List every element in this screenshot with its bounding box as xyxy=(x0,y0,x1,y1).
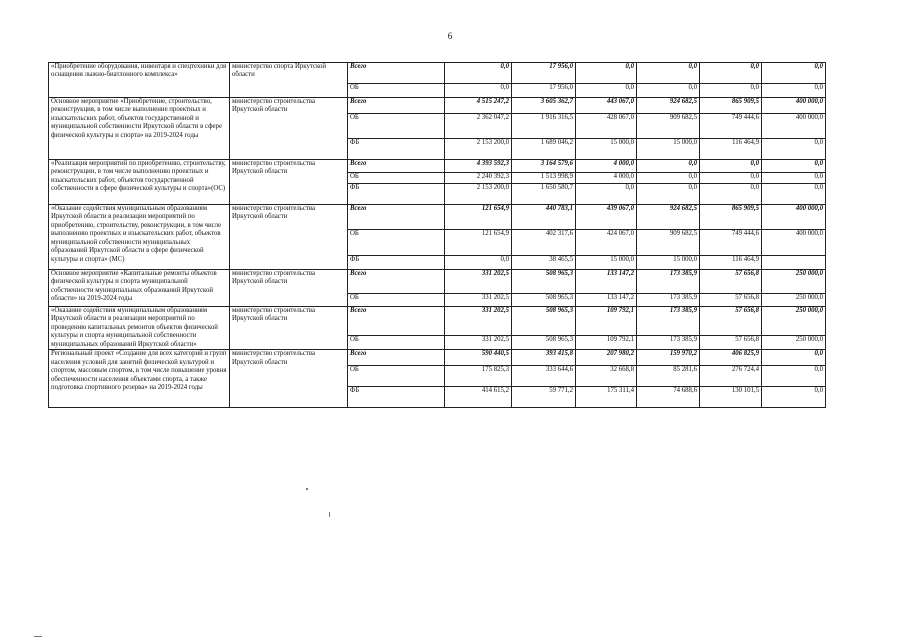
table-row xyxy=(49,63,826,84)
amount-cell: 0,0 xyxy=(637,160,700,173)
funding-source-cell: ФБ xyxy=(348,184,445,205)
amount-cell: 32 668,8 xyxy=(576,366,637,387)
funding-source-cell: Всего xyxy=(348,350,445,366)
event-name-cell: «Оказание содействия муниципальным образованиям Иркутской области в реализации мероприятий по приобретению, строительству, реконструкции, в том числе выполнению проектных и изыскательских работ, объектов муниципальной собственности муниципальных образований Иркутской области в сфере физической культуры и спорта» (МС) xyxy=(49,205,230,270)
amount-cell: 109 792,1 xyxy=(576,307,637,336)
amount-cell: 15 000,0 xyxy=(637,139,700,160)
amount-cell: 0,0 xyxy=(762,63,826,84)
funding-source-cell: Всего xyxy=(348,160,445,173)
amount-cell: 121 654,9 xyxy=(445,230,512,256)
amount-cell: 0,0 xyxy=(762,139,826,160)
funding-source-cell: ФБ xyxy=(348,387,445,408)
amount-cell: 0,0 xyxy=(445,256,512,270)
amount-cell: 414 615,2 xyxy=(445,387,512,408)
amount-cell: 400 000,0 xyxy=(762,98,826,114)
amount-cell: 173 385,9 xyxy=(637,270,700,294)
amount-cell: 4 515 247,2 xyxy=(445,98,512,114)
amount-cell: 2 153 200,0 xyxy=(445,184,512,205)
table-body xyxy=(49,63,826,408)
amount-cell: 0,0 xyxy=(762,84,826,98)
amount-cell: 0,0 xyxy=(445,63,512,84)
executor-cell: министерство строительства Иркутской области xyxy=(230,350,348,408)
page-number: 6 xyxy=(447,31,453,41)
amount-cell: 0,0 xyxy=(637,173,700,184)
amount-cell: 0,0 xyxy=(576,63,637,84)
event-name-cell: Региональный проект «Создание для всех категорий и групп населения условий для занятий физической культурой и спортом, массовым спортом, в том числе повышение уровня обеспеченности населения объектами спорта, а также подготовка спортивного резерва» на 2019-2024 годы xyxy=(49,350,230,408)
amount-cell: 15 000,0 xyxy=(576,139,637,160)
amount-cell: 924 682,5 xyxy=(637,205,700,230)
amount-cell: 2 362 047,2 xyxy=(445,114,512,139)
funding-source-cell: ОБ xyxy=(348,84,445,98)
amount-cell: 331 202,5 xyxy=(445,336,512,350)
funding-source-cell: ОБ xyxy=(348,294,445,307)
budget-table xyxy=(48,62,826,408)
amount-cell: 331 202,5 xyxy=(445,294,512,307)
scan-speck xyxy=(329,512,330,517)
amount-cell: 0,0 xyxy=(762,387,826,408)
event-name-cell: Основное мероприятие «Приобретение, строительство, реконструкция, в том числе выполнение проектных и изыскательских работ, объектов государственной и муниципальной собственности Иркутской области в сфере физической культуры и спорта» на 2019-2024 годы xyxy=(49,98,230,160)
amount-cell: 508 965,3 xyxy=(512,270,576,294)
scan-speck xyxy=(306,488,308,490)
amount-cell: 3 164 579,6 xyxy=(512,160,576,173)
amount-cell: 4 000,0 xyxy=(576,160,637,173)
amount-cell: 17 956,0 xyxy=(512,63,576,84)
funding-source-cell: ОБ xyxy=(348,114,445,139)
amount-cell: 207 980,2 xyxy=(576,350,637,366)
amount-cell: 590 440,5 xyxy=(445,350,512,366)
amount-cell: 109 792,1 xyxy=(576,336,637,350)
executor-cell: министерство спорта Иркутской области xyxy=(230,63,348,98)
event-name-cell: Основное мероприятие «Капитальные ремонты объектов физической культуры и спорта муниципальной собственности муниципальных образований Иркутской области» на 2019-2024 годы xyxy=(49,270,230,307)
amount-cell: 15 000,0 xyxy=(576,256,637,270)
funding-source-cell: ФБ xyxy=(348,139,445,160)
amount-cell: 4 000,0 xyxy=(576,173,637,184)
amount-cell: 924 682,5 xyxy=(637,98,700,114)
amount-cell: 15 000,0 xyxy=(637,256,700,270)
amount-cell: 0,0 xyxy=(762,366,826,387)
amount-cell: 116 464,9 xyxy=(700,139,762,160)
amount-cell: 173 385,9 xyxy=(637,294,700,307)
amount-cell: 1 513 998,9 xyxy=(512,173,576,184)
amount-cell: 173 385,9 xyxy=(637,336,700,350)
table-row xyxy=(49,307,826,336)
amount-cell: 424 067,0 xyxy=(576,230,637,256)
table-row xyxy=(49,350,826,366)
amount-cell: 406 825,9 xyxy=(700,350,762,366)
funding-source-cell: Всего xyxy=(348,98,445,114)
amount-cell: 250 000,0 xyxy=(762,294,826,307)
executor-cell: министерство строительства Иркутской области xyxy=(230,160,348,205)
amount-cell: 0,0 xyxy=(576,84,637,98)
table-row xyxy=(49,160,826,173)
amount-cell: 2 240 392,3 xyxy=(445,173,512,184)
amount-cell: 402 317,6 xyxy=(512,230,576,256)
scan-speck xyxy=(34,636,42,637)
funding-source-cell: ОБ xyxy=(348,173,445,184)
amount-cell: 57 656,8 xyxy=(700,336,762,350)
amount-cell: 1 916 316,5 xyxy=(512,114,576,139)
amount-cell: 0,0 xyxy=(637,84,700,98)
amount-cell: 0,0 xyxy=(762,173,826,184)
amount-cell: 393 415,8 xyxy=(512,350,576,366)
amount-cell: 57 656,8 xyxy=(700,294,762,307)
amount-cell: 428 067,0 xyxy=(576,114,637,139)
funding-source-cell: Всего xyxy=(348,205,445,230)
funding-source-cell: ОБ xyxy=(348,366,445,387)
amount-cell: 508 965,3 xyxy=(512,307,576,336)
amount-cell: 865 909,5 xyxy=(700,98,762,114)
amount-cell: 0,0 xyxy=(762,160,826,173)
amount-cell: 175 825,3 xyxy=(445,366,512,387)
amount-cell: 57 656,8 xyxy=(700,307,762,336)
amount-cell: 133 147,2 xyxy=(576,294,637,307)
amount-cell: 17 956,0 xyxy=(512,84,576,98)
funding-source-cell: Всего xyxy=(348,63,445,84)
amount-cell: 0,0 xyxy=(637,63,700,84)
amount-cell: 400 000,0 xyxy=(762,230,826,256)
amount-cell xyxy=(762,256,826,270)
event-name-cell: «Реализация мероприятий по приобретению, строительству, реконструкции, в том числе выполнению проектных и изыскательских работ, объектов государственной собственности в сфере физической культуры и спорта»(ОС) xyxy=(49,160,230,205)
amount-cell: 59 771,2 xyxy=(512,387,576,408)
amount-cell: 0,0 xyxy=(576,184,637,205)
amount-cell: 0,0 xyxy=(762,350,826,366)
amount-cell: 133 147,2 xyxy=(576,270,637,294)
amount-cell: 331 202,5 xyxy=(445,307,512,336)
amount-cell: 909 682,5 xyxy=(637,230,700,256)
amount-cell: 0,0 xyxy=(762,184,826,205)
amount-cell: 400 000,0 xyxy=(762,205,826,230)
amount-cell: 116 464,9 xyxy=(700,256,762,270)
amount-cell: 0,0 xyxy=(445,84,512,98)
amount-cell: 121 654,9 xyxy=(445,205,512,230)
amount-cell: 250 000,0 xyxy=(762,336,826,350)
amount-cell: 1 650 580,7 xyxy=(512,184,576,205)
amount-cell: 440 783,1 xyxy=(512,205,576,230)
amount-cell: 4 393 592,3 xyxy=(445,160,512,173)
amount-cell: 0,0 xyxy=(700,84,762,98)
executor-cell: министерство строительства Иркутской области xyxy=(230,205,348,270)
amount-cell: 38 465,5 xyxy=(512,256,576,270)
amount-cell: 250 000,0 xyxy=(762,307,826,336)
funding-source-cell: ОБ xyxy=(348,336,445,350)
amount-cell: 250 000,0 xyxy=(762,270,826,294)
table-row xyxy=(49,98,826,114)
amount-cell: 276 724,4 xyxy=(700,366,762,387)
amount-cell: 173 385,9 xyxy=(637,307,700,336)
amount-cell: 0,0 xyxy=(637,184,700,205)
amount-cell: 331 202,5 xyxy=(445,270,512,294)
amount-cell: 159 970,2 xyxy=(637,350,700,366)
amount-cell: 130 101,5 xyxy=(700,387,762,408)
funding-source-cell: ФБ xyxy=(348,256,445,270)
table-row xyxy=(49,270,826,294)
amount-cell: 57 656,8 xyxy=(700,270,762,294)
event-name-cell: «Приобретение оборудования, инвентаря и спецтехники для оснащения лыжно-биатлонного комплекса» xyxy=(49,63,230,98)
amount-cell: 85 281,6 xyxy=(637,366,700,387)
amount-cell: 0,0 xyxy=(700,63,762,84)
amount-cell: 508 965,3 xyxy=(512,336,576,350)
funding-source-cell: Всего xyxy=(348,307,445,336)
amount-cell: 749 444,6 xyxy=(700,114,762,139)
event-name-cell: «Оказание содействия муниципальным образованиям Иркутской области в реализации мероприятий по проведению капитальных ремонтов объектов физической культуры и спорта муниципальной собственности муниципальных образований Иркутской области» xyxy=(49,307,230,350)
amount-cell: 3 605 362,7 xyxy=(512,98,576,114)
funding-source-cell: Всего xyxy=(348,270,445,294)
amount-cell: 508 965,3 xyxy=(512,294,576,307)
amount-cell: 0,0 xyxy=(700,160,762,173)
amount-cell: 439 067,0 xyxy=(576,205,637,230)
table-row xyxy=(49,205,826,230)
amount-cell: 0,0 xyxy=(700,184,762,205)
amount-cell: 333 644,6 xyxy=(512,366,576,387)
amount-cell: 175 311,4 xyxy=(576,387,637,408)
amount-cell: 0,0 xyxy=(700,173,762,184)
amount-cell: 2 153 200,0 xyxy=(445,139,512,160)
amount-cell: 865 909,5 xyxy=(700,205,762,230)
amount-cell: 909 682,5 xyxy=(637,114,700,139)
amount-cell: 1 689 046,2 xyxy=(512,139,576,160)
amount-cell: 443 067,0 xyxy=(576,98,637,114)
funding-source-cell: ОБ xyxy=(348,230,445,256)
executor-cell: министерство строительства Иркутской области xyxy=(230,307,348,350)
executor-cell: министерство строительства Иркутской области xyxy=(230,270,348,307)
amount-cell: 749 444,6 xyxy=(700,230,762,256)
amount-cell: 400 000,0 xyxy=(762,114,826,139)
executor-cell: министерство строительства Иркутской области xyxy=(230,98,348,160)
amount-cell: 74 688,6 xyxy=(637,387,700,408)
